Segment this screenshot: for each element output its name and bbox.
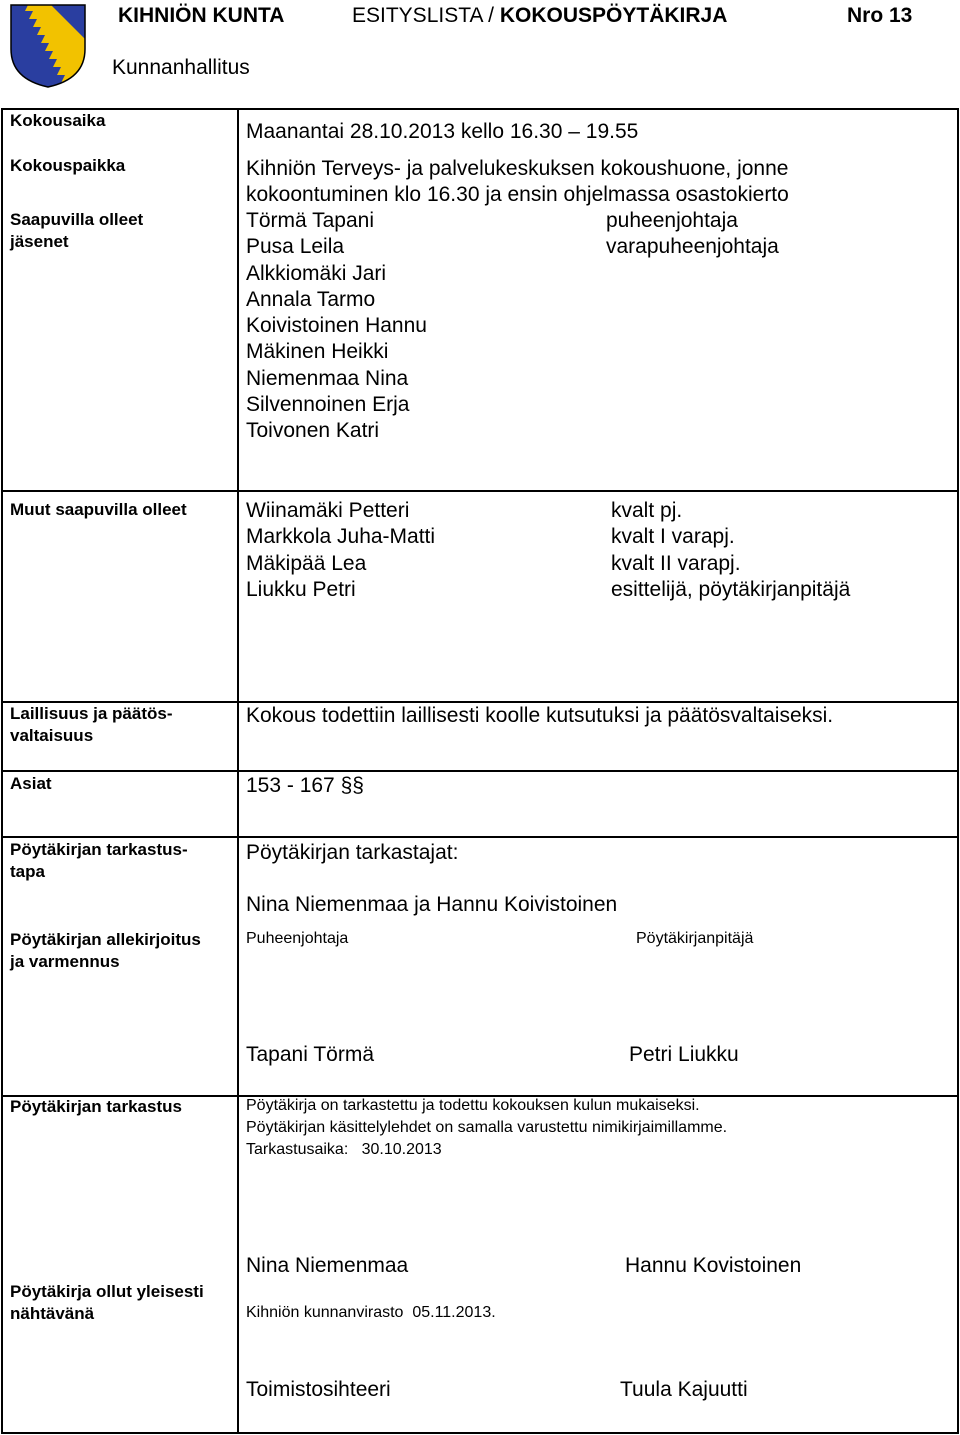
items-label: Asiat <box>10 774 52 793</box>
chair-name: Tapani Törmä <box>246 1043 375 1066</box>
review-method-label-line2: tapa <box>10 862 45 881</box>
review-method-label-line1: Pöytäkirjan tarkastus- <box>10 840 188 859</box>
member-row <box>246 366 946 392</box>
table-divider <box>1 836 959 838</box>
chair-title: Puheenjohtaja <box>246 930 349 947</box>
document-number: Nro 13 <box>847 4 913 27</box>
items-value: 153 - 167 §§ <box>246 774 364 797</box>
member-row <box>246 261 946 287</box>
document-type-prefix: ESITYSLISTA / <box>352 4 500 27</box>
meeting-place-line1: Kihniön Terveys- ja palvelukeskuksen kokoushuone, jonne <box>246 157 789 180</box>
member-row <box>246 313 946 339</box>
legality-label-line2: valtaisuus <box>10 726 94 745</box>
signing-label-line2: ja varmennus <box>10 952 120 971</box>
others-label: Muut saapuvilla olleet <box>10 500 187 519</box>
review-signer-1: Nina Niemenmaa <box>246 1254 409 1277</box>
document-type-title: KOKOUSPÖYTÄKIRJA <box>499 4 728 27</box>
review-label: Pöytäkirjan tarkastus <box>10 1097 182 1116</box>
municipality-name: KIHNIÖN KUNTA <box>118 4 285 27</box>
member-row <box>246 392 946 418</box>
public-display-label-line2: nähtävänä <box>10 1304 95 1323</box>
legality-label <box>10 703 173 747</box>
review-date: Tarkastusaika: 30.10.2013 <box>246 1141 442 1158</box>
secretary-title: Pöytäkirjanpitäjä <box>636 930 754 947</box>
table-border-top <box>1 108 959 110</box>
municipal-coat-of-arms <box>9 3 87 89</box>
attendee-role: esittelijä, pöytäkirjanpitäjä <box>611 577 851 601</box>
table-divider <box>1 770 959 772</box>
member-name: Törmä Tapani <box>246 209 375 232</box>
member-role: varapuheenjohtaja <box>606 235 779 259</box>
review-text-line1: Pöytäkirja on tarkastettu ja todettu kokouksen kulun mukaiseksi. <box>246 1097 700 1114</box>
attendee-role: kvalt II varapj. <box>611 551 741 575</box>
review-signer-2: Hannu Kovistoinen <box>625 1254 802 1277</box>
review-text-line2: Pöytäkirjan käsittelylehdet on samalla varustettu nimikirjaimillamme. <box>246 1119 728 1136</box>
members-label-line1: Saapuvilla olleet <box>10 210 144 229</box>
member-row <box>246 208 946 234</box>
official-name: Tuula Kajuutti <box>620 1378 748 1401</box>
member-row <box>246 418 946 444</box>
attendee-row <box>246 577 946 603</box>
attendee-role: kvalt pj. <box>611 499 683 522</box>
members-list <box>246 208 946 445</box>
issuing-body: Kunnanhallitus <box>112 56 250 79</box>
attendee-row <box>246 524 946 550</box>
meeting-time-value: Maanantai 28.10.2013 kello 16.30 – 19.55 <box>246 120 639 143</box>
attendee-name: Liukku Petri <box>246 577 356 601</box>
signing-label-line1: Pöytäkirjan allekirjoitus <box>10 930 201 949</box>
member-name: Mäkinen Heikki <box>246 340 389 364</box>
member-row <box>246 339 946 365</box>
member-name: Niemenmaa Nina <box>246 366 409 390</box>
review-method-label <box>10 839 188 883</box>
meeting-place-label: Kokouspaikka <box>10 156 126 175</box>
table-border-right <box>957 108 959 1434</box>
member-row <box>246 234 946 260</box>
member-name: Silvennoinen Erja <box>246 393 410 417</box>
attendee-name: Mäkipää Lea <box>246 551 367 575</box>
legality-label-line1: Laillisuus ja päätös- <box>10 704 173 723</box>
attendee-row <box>246 498 946 524</box>
legality-value: Kokous todettiin laillisesti koolle kutsutuksi ja päätösvaltaiseksi. <box>246 704 834 727</box>
member-name: Alkkiomäki Jari <box>246 261 387 285</box>
attendee-role: kvalt I varapj. <box>611 525 735 549</box>
public-display-place-date: Kihniön kunnanvirasto 05.11.2013. <box>246 1304 496 1321</box>
reviewers-heading: Pöytäkirjan tarkastajat: <box>246 841 459 864</box>
member-name: Annala Tarmo <box>246 287 376 311</box>
reviewers-names: Nina Niemenmaa ja Hannu Koivistoinen <box>246 893 618 916</box>
meeting-place-line2: kokoontuminen klo 16.30 ja ensin ohjelmassa osastokierto <box>246 183 789 206</box>
attendee-row <box>246 551 946 577</box>
public-display-label-line1: Pöytäkirja ollut yleisesti <box>10 1282 204 1301</box>
member-role: puheenjohtaja <box>606 209 738 232</box>
members-label <box>10 209 143 253</box>
meeting-time-label: Kokousaika <box>10 111 106 130</box>
signing-label <box>10 929 201 973</box>
column-divider <box>237 108 239 1434</box>
attendee-name: Wiinamäki Petteri <box>246 499 410 522</box>
document-type <box>352 4 727 28</box>
attendee-name: Markkola Juha-Matti <box>246 525 436 549</box>
table-border-bottom <box>1 1432 959 1434</box>
official-title: Toimistosihteeri <box>246 1378 391 1401</box>
member-row <box>246 287 946 313</box>
member-name: Koivistoinen Hannu <box>246 314 427 338</box>
members-label-line2: jäsenet <box>10 232 69 251</box>
member-name: Toivonen Katri <box>246 419 380 443</box>
table-divider <box>1 490 959 492</box>
secretary-name: Petri Liukku <box>629 1043 739 1066</box>
others-list <box>246 498 946 603</box>
public-display-label <box>10 1281 204 1325</box>
table-border-left <box>1 108 3 1434</box>
member-name: Pusa Leila <box>246 235 345 259</box>
